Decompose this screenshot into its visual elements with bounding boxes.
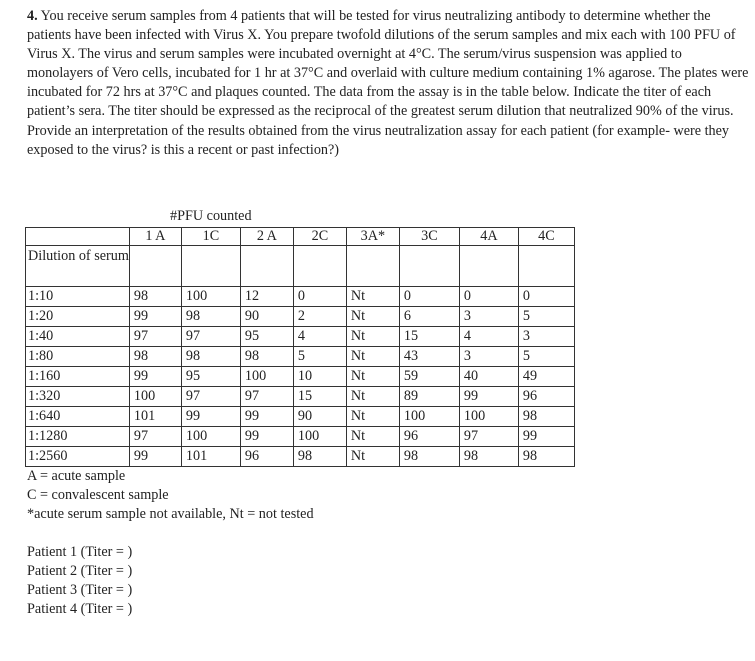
pfu-value-cell: 95: [181, 367, 240, 387]
pfu-value-cell: 97: [240, 387, 293, 407]
pfu-value-cell: 98: [459, 447, 518, 467]
dilution-cell: 1:20: [26, 307, 130, 327]
pfu-value-cell: 0: [293, 287, 346, 307]
pfu-value-cell: 101: [129, 407, 181, 427]
table-caption: #PFU counted: [170, 208, 252, 224]
pfu-value-cell: Nt: [346, 327, 399, 347]
empty-cell: [518, 246, 574, 287]
table-header-row: [26, 228, 575, 246]
dilution-cell: 1:2560: [26, 447, 130, 467]
pfu-value-cell: 96: [518, 387, 574, 407]
column-header: 2 A: [240, 228, 293, 246]
pfu-value-cell: 99: [518, 427, 574, 447]
pfu-value-cell: 98: [129, 347, 181, 367]
pfu-value-cell: 99: [129, 307, 181, 327]
pfu-value-cell: 49: [518, 367, 574, 387]
dilution-cell: 1:10: [26, 287, 130, 307]
pfu-value-cell: 6: [399, 307, 459, 327]
pfu-value-cell: 3: [459, 307, 518, 327]
pfu-value-cell: 0: [459, 287, 518, 307]
pfu-value-cell: 98: [129, 287, 181, 307]
pfu-value-cell: 5: [293, 347, 346, 367]
pfu-value-cell: 100: [399, 407, 459, 427]
pfu-value-cell: 15: [399, 327, 459, 347]
pfu-value-cell: 97: [181, 387, 240, 407]
pfu-value-cell: 101: [181, 447, 240, 467]
legend: [27, 467, 314, 524]
pfu-value-cell: 100: [459, 407, 518, 427]
column-header: 3C: [399, 228, 459, 246]
question-body: You receive serum samples from 4 patients that will be tested for virus neutralizing antibody to determine whether the patients have been infected with Virus X. You prepare twofold dilutions of the serum samples and mix each with 100 PFU of Virus X. The virus and serum samples were incubated overnight at 4°C. The serum/virus suspension was applied to monolayers of Vero cells, incubated for 1 hr at 37°C and overlaid with culture medium containing 1% agarose. The plates were incubated for 72 hrs at 37°C and plaques counted. The data from the assay is in the table below. Indicate the titer of each patient’s sera. The titer should be expressed as the reciprocal of the greatest serum dilution that neutralized 90% of the virus. Provide an interpretation of the results obtained from the virus neutralization assay for each patient (for example- were they exposed to the virus? is this a recent or past infection?): [27, 8, 749, 158]
pfu-value-cell: 15: [293, 387, 346, 407]
pfu-value-cell: 99: [129, 367, 181, 387]
pfu-value-cell: 5: [518, 347, 574, 367]
empty-cell: [399, 246, 459, 287]
pfu-value-cell: 98: [399, 447, 459, 467]
patient-1-titer: Patient 1 (Titer = ): [27, 544, 133, 560]
table-row: [26, 307, 575, 327]
table-row: [26, 427, 575, 447]
pfu-value-cell: 3: [518, 327, 574, 347]
legend-convalescent: C = convalescent sample: [27, 487, 169, 504]
column-header: 4C: [518, 228, 574, 246]
patient-3-titer: Patient 3 (Titer = ): [27, 582, 133, 599]
pfu-value-cell: Nt: [346, 287, 399, 307]
pfu-value-cell: 43: [399, 347, 459, 367]
column-header: 1C: [181, 228, 240, 246]
dilution-cell: 1:160: [26, 367, 130, 387]
pfu-value-cell: 12: [240, 287, 293, 307]
table-row: [26, 327, 575, 347]
pfu-value-cell: 99: [181, 407, 240, 427]
table-row: [26, 367, 575, 387]
table-row: [26, 287, 575, 307]
patient-4-titer: Patient 4 (Titer = ): [27, 601, 133, 618]
pfu-value-cell: 100: [129, 387, 181, 407]
pfu-value-cell: Nt: [346, 307, 399, 327]
pfu-value-cell: 100: [293, 427, 346, 447]
pfu-value-cell: Nt: [346, 347, 399, 367]
pfu-value-cell: Nt: [346, 447, 399, 467]
pfu-value-cell: Nt: [346, 427, 399, 447]
pfu-value-cell: 89: [399, 387, 459, 407]
patient-list: [27, 543, 132, 619]
dilution-cell: 1:1280: [26, 427, 130, 447]
table-row: [26, 447, 575, 467]
pfu-value-cell: 98: [293, 447, 346, 467]
pfu-value-cell: 99: [240, 407, 293, 427]
question-text: [27, 7, 749, 160]
pfu-value-cell: Nt: [346, 367, 399, 387]
pfu-value-cell: 98: [181, 307, 240, 327]
pfu-value-cell: 97: [129, 327, 181, 347]
empty-cell: [346, 246, 399, 287]
pfu-value-cell: 96: [240, 447, 293, 467]
pfu-value-cell: 98: [240, 347, 293, 367]
pfu-value-cell: 99: [240, 427, 293, 447]
pfu-value-cell: 97: [181, 327, 240, 347]
table-row: [26, 387, 575, 407]
question-number: 4.: [27, 8, 38, 24]
pfu-value-cell: 0: [399, 287, 459, 307]
pfu-table: [25, 227, 575, 467]
pfu-value-cell: 10: [293, 367, 346, 387]
pfu-value-cell: 4: [459, 327, 518, 347]
pfu-value-cell: 95: [240, 327, 293, 347]
empty-cell: [293, 246, 346, 287]
pfu-value-cell: Nt: [346, 387, 399, 407]
pfu-value-cell: 2: [293, 307, 346, 327]
pfu-value-cell: 3: [459, 347, 518, 367]
empty-cell: [459, 246, 518, 287]
row-header-label: Dilution of serum: [26, 246, 130, 287]
legend-note: *acute serum sample not available, Nt = not tested: [27, 506, 314, 523]
empty-cell: [129, 246, 181, 287]
table-row: [26, 347, 575, 367]
dilution-cell: 1:320: [26, 387, 130, 407]
pfu-value-cell: 98: [518, 447, 574, 467]
table-row: [26, 407, 575, 427]
column-header: 3A*: [346, 228, 399, 246]
pfu-value-cell: 4: [293, 327, 346, 347]
legend-acute: A = acute sample: [27, 468, 126, 484]
pfu-value-cell: 5: [518, 307, 574, 327]
table-row-header: [26, 246, 575, 287]
table-corner-cell: [26, 228, 130, 246]
column-header: 2C: [293, 228, 346, 246]
column-header: 1 A: [129, 228, 181, 246]
pfu-value-cell: 0: [518, 287, 574, 307]
pfu-value-cell: 100: [240, 367, 293, 387]
pfu-value-cell: 98: [181, 347, 240, 367]
pfu-value-cell: 98: [518, 407, 574, 427]
pfu-value-cell: 97: [129, 427, 181, 447]
dilution-cell: 1:80: [26, 347, 130, 367]
pfu-value-cell: 90: [240, 307, 293, 327]
empty-cell: [240, 246, 293, 287]
pfu-value-cell: 99: [129, 447, 181, 467]
dilution-cell: 1:40: [26, 327, 130, 347]
pfu-value-cell: 100: [181, 427, 240, 447]
patient-2-titer: Patient 2 (Titer = ): [27, 563, 133, 580]
pfu-value-cell: 97: [459, 427, 518, 447]
column-header: 4A: [459, 228, 518, 246]
pfu-value-cell: 59: [399, 367, 459, 387]
pfu-value-cell: 90: [293, 407, 346, 427]
empty-cell: [181, 246, 240, 287]
pfu-value-cell: 40: [459, 367, 518, 387]
pfu-value-cell: 99: [459, 387, 518, 407]
pfu-value-cell: 100: [181, 287, 240, 307]
pfu-value-cell: 96: [399, 427, 459, 447]
pfu-value-cell: Nt: [346, 407, 399, 427]
dilution-cell: 1:640: [26, 407, 130, 427]
